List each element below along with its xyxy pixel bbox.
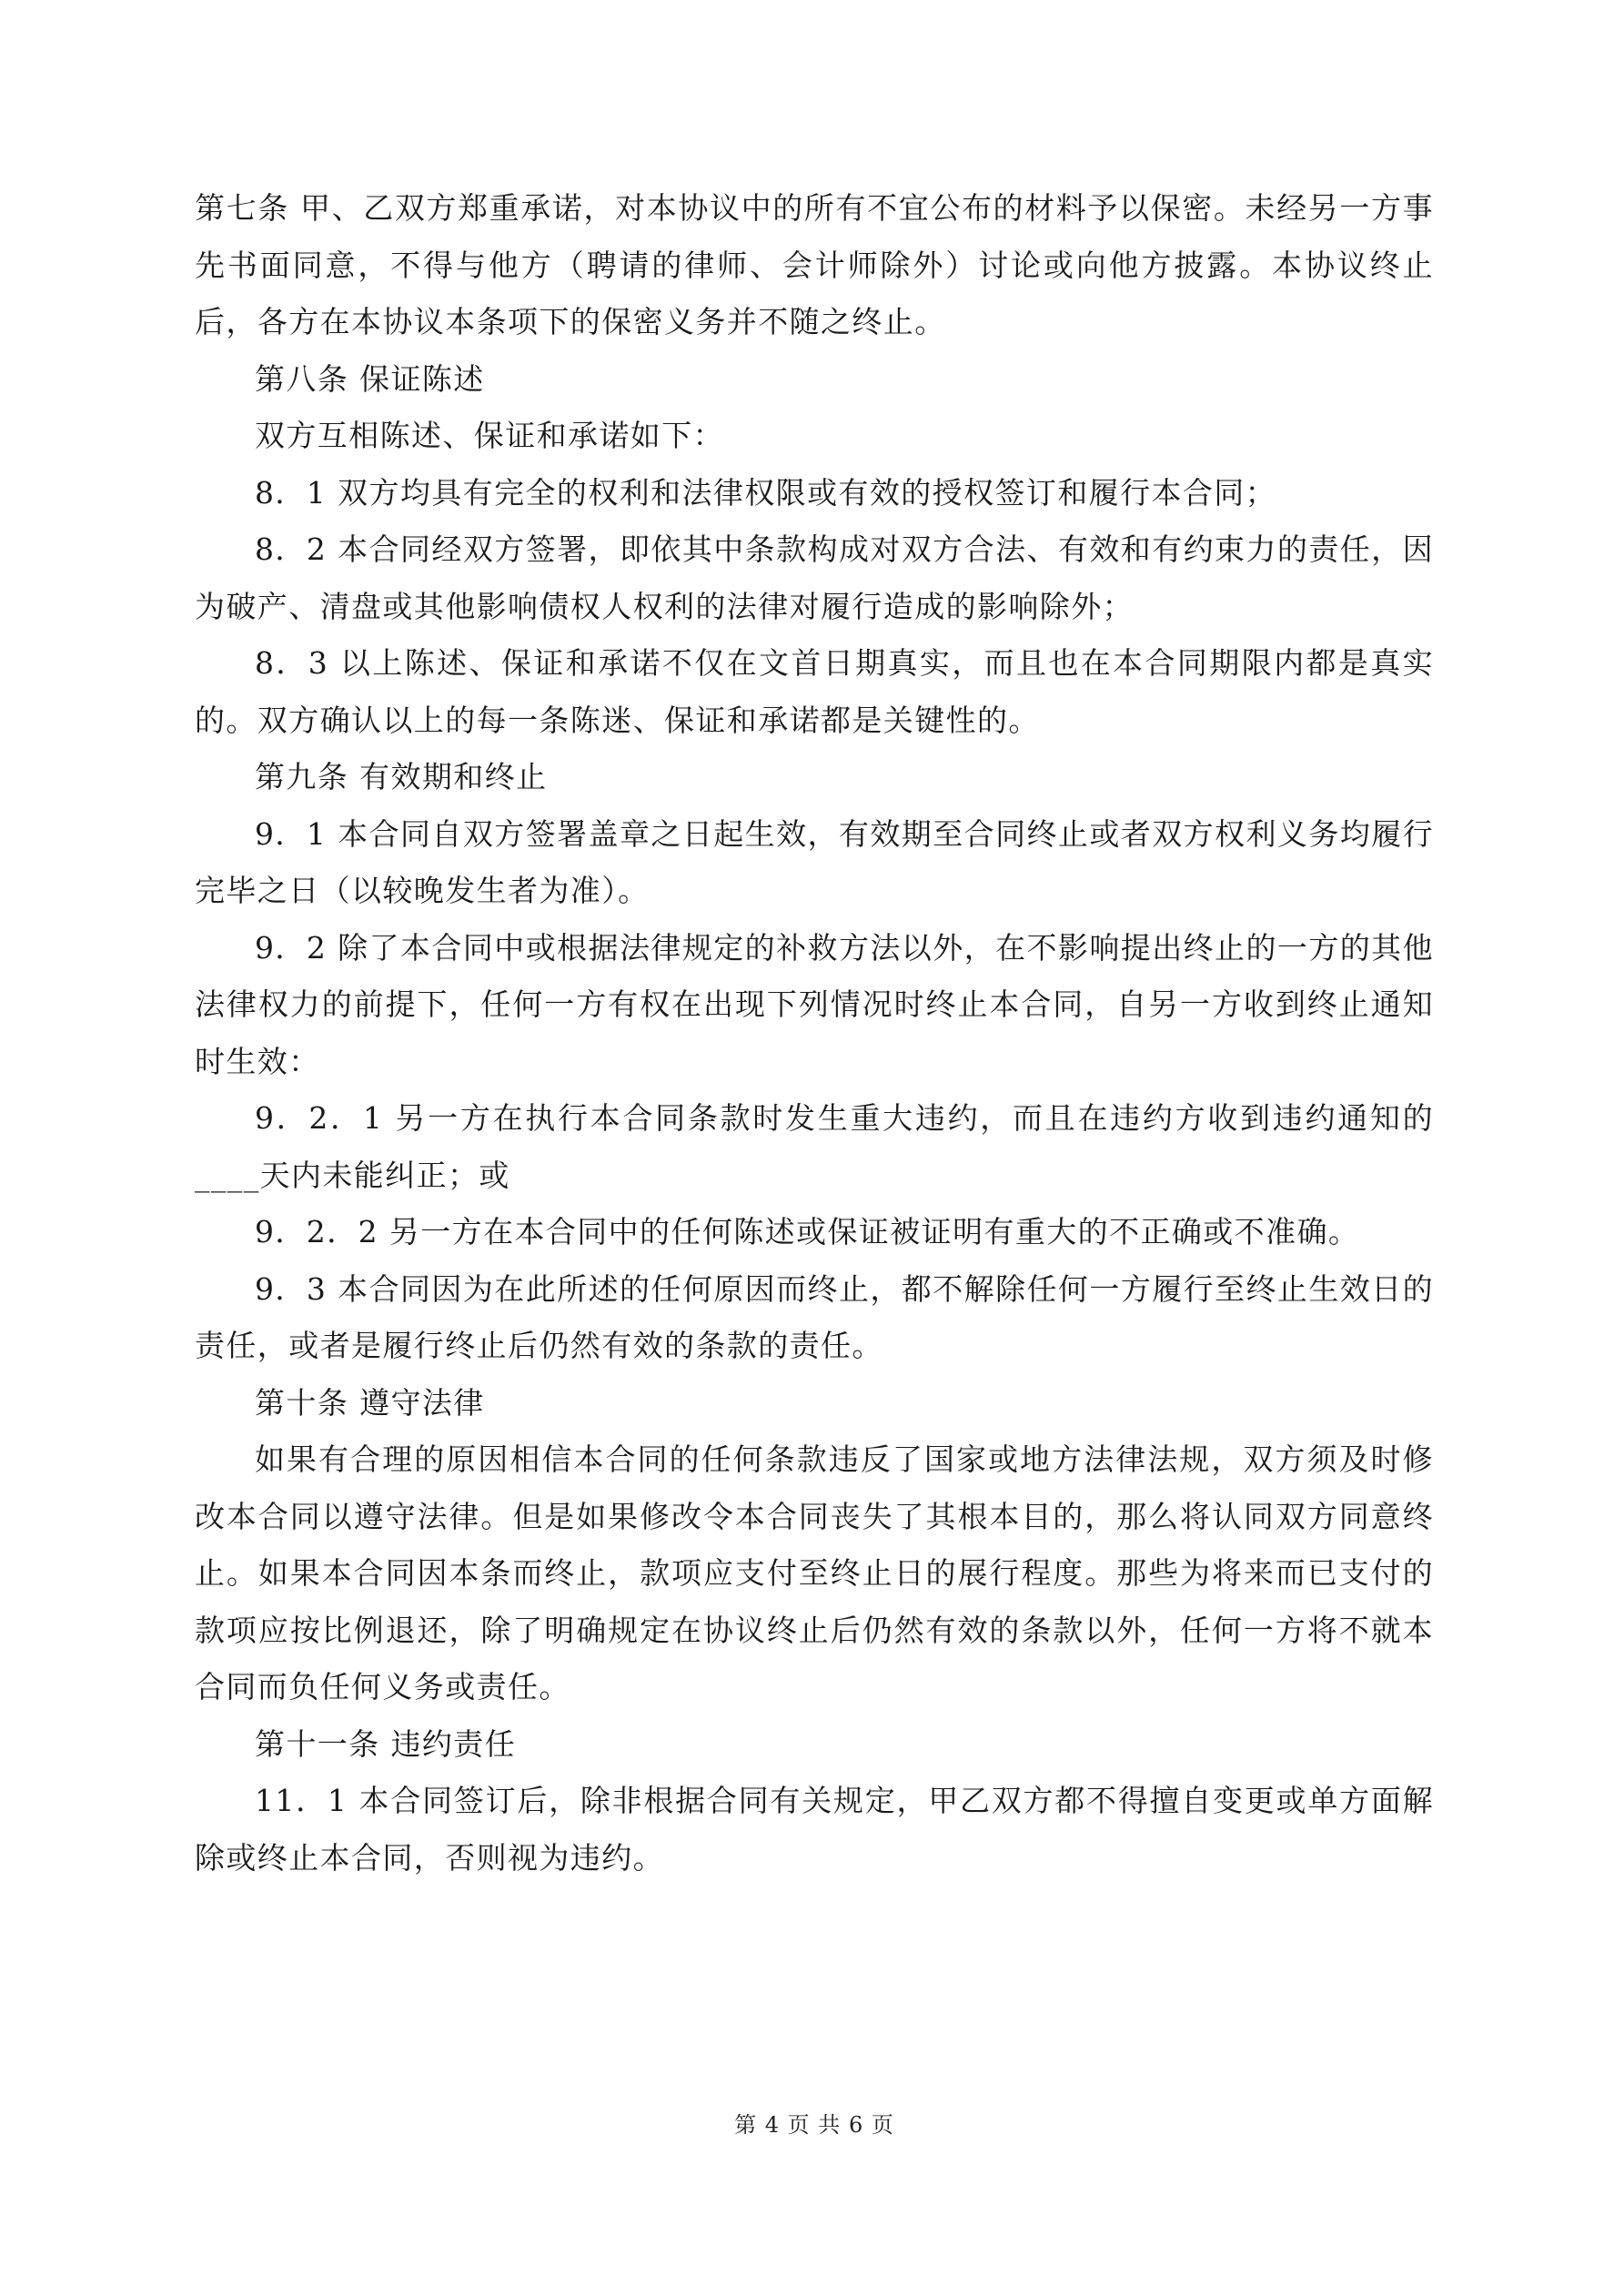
clause-11-1: 11．1 本合同签订后，除非根据合同有关规定，甲乙双方都不得擅自变更或单方面解除或终止本合同，否则视为违约。 xyxy=(195,1783,1434,1876)
clause-9-2: 9．2 除了本合同中或根据法律规定的补救方法以外，在不影响提出终止的一方的其他法律权力的前提下，任何一方有权在出现下列情况时终止本合同，自另一方收到终止通知时生效： xyxy=(195,929,1434,1079)
clause-9-2-2: 9．2．2 另一方在本合同中的任何陈述或保证被证明有重大的不正确或不准确。 xyxy=(255,1214,1360,1249)
document-page xyxy=(195,0,1434,2296)
clause-8-1: 8．1 双方均具有完全的权利和法律权限或有效的授权签订和履行本合同； xyxy=(255,474,1277,511)
article-11-heading: 第十一条 违约责任 xyxy=(255,1725,517,1762)
article-10-heading: 第十条 遵守法律 xyxy=(255,1384,485,1421)
article-8-heading: 第八条 保证陈述 xyxy=(255,360,485,397)
article-10-paragraph: 如果有合理的原因相信本合同的任何条款违反了国家或地方法律法规，双方须及时修改本合同以遵守法律。但是如果修改令本合同丧失了其根本目的，那么将认同双方同意终止。如果本合同因本条而终止，款项应支付至终止日的展行程度。那些为将来而已支付的款项应按比例退还，除了明确规定在协议终止后仍然有效的条款以外，任何一方将不就本合同而负任何义务或责任。 xyxy=(195,1441,1434,1704)
article-9-heading: 第九条 有效期和终止 xyxy=(255,759,548,794)
clause-9-2-1: 9．2．1 另一方在执行本合同条款时发生重大违约，而且在违约方收到违约通知的____天内未能纠正；或 xyxy=(195,1100,1434,1193)
clause-9-3: 9．3 本合同因为在此所述的任何原因而终止，都不解除任何一方履行至终止生效日的责任，或者是履行终止后仍然有效的条款的责任。 xyxy=(195,1270,1434,1363)
article-7-paragraph: 第七条 甲、乙双方郑重承诺，对本协议中的所有不宜公布的材料予以保密。未经另一方事先书面同意，不得与他方（聘请的律师、会计师除外）讨论或向他方披露。本协议终止后，各方在本协议本条项下的保密义务并不随之终止。 xyxy=(195,190,1434,339)
page-number-footer: 第 4 页 共 6 页 xyxy=(734,2112,894,2138)
article-8-intro: 双方互相陈述、保证和承诺如下： xyxy=(255,418,724,453)
document-body xyxy=(195,180,1434,1886)
clause-8-2: 8．2 本合同经双方签署，即依其中条款构成对双方合法、有效和有约束力的责任，因为破产、清盘或其他影响债权人权利的法律对履行造成的影响除外； xyxy=(195,531,1434,624)
clause-9-1: 9．1 本合同自双方签署盖章之日起生效，有效期至合同终止或者双方权利义务均履行完毕之日（以较晚发生者为准）。 xyxy=(195,815,1434,908)
clause-8-3: 8．3 以上陈述、保证和承诺不仅在文首日期真实，而且也在本合同期限内都是真实的。双方确认以上的每一条陈迷、保证和承诺都是关键性的。 xyxy=(195,645,1434,738)
